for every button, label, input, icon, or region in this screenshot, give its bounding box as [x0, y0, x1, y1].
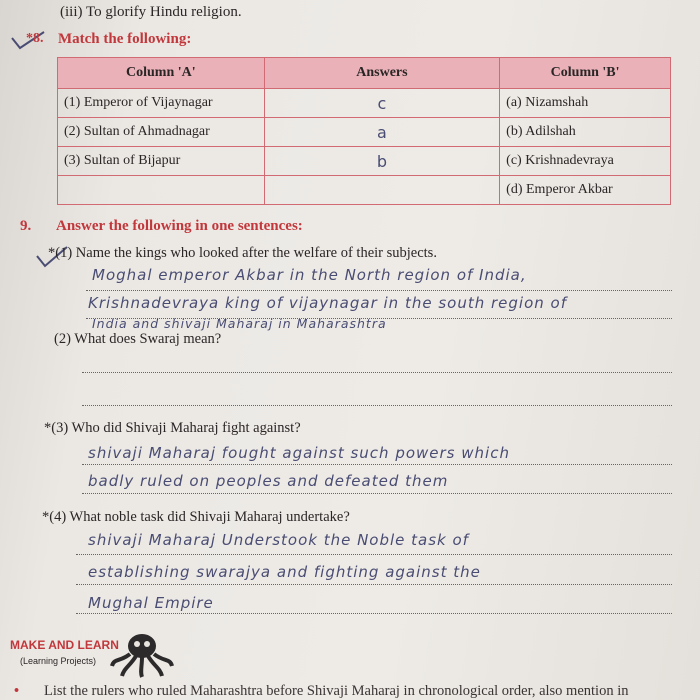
column-b-cell: (b) Adilshah: [500, 118, 671, 147]
column-a-cell: (3) Sultan of Bijapur: [58, 147, 265, 176]
answer-cell[interactable]: c: [264, 89, 500, 118]
answer-cell[interactable]: a: [264, 118, 500, 147]
column-b-cell: (d) Emperor Akbar: [500, 176, 671, 205]
handwritten-answer-line: establishing swarajya and fighting against the: [88, 563, 481, 581]
answer-rule: [82, 464, 672, 465]
handwritten-answer-line: India and shivaji Maharaj in Maharashtra: [92, 316, 387, 331]
question-9-item-1: *(1) Name the kings who looked after the welfare of their subjects.: [48, 245, 437, 261]
match-table: [57, 57, 671, 205]
question-9-item-4: *(4) What noble task did Shivaji Maharaj undertake?: [42, 509, 350, 525]
handwritten-answer-line: Krishnadevraya king of vijaynagar in the south region of: [88, 294, 567, 312]
make-and-learn-subtitle: (Learning Projects): [20, 656, 97, 666]
table-row: [58, 176, 671, 205]
table-row: [58, 89, 671, 118]
column-b-cell: (c) Krishnadevraya: [500, 147, 671, 176]
column-a-cell: (2) Sultan of Ahmadnagar: [58, 118, 265, 147]
answer-cell[interactable]: [264, 176, 500, 205]
answer-rule: [76, 554, 672, 555]
handwritten-answer-line: shivaji Maharaj Understook the Noble task of: [88, 531, 469, 549]
question-8-mark: *8.: [26, 31, 44, 46]
header-column-a: Column 'A': [58, 58, 265, 89]
question-9-item-3: *(3) Who did Shivaji Maharaj fight against?: [44, 420, 301, 436]
answer-rule[interactable]: [82, 405, 672, 406]
answer-rule[interactable]: [82, 372, 672, 373]
answer-rule: [82, 493, 672, 494]
previous-item-iii: (iii) To glorify Hindu religion.: [60, 4, 242, 20]
match-table-header: [58, 58, 671, 89]
question-9-number: 9.: [20, 218, 32, 234]
table-row: [58, 147, 671, 176]
question-9-item-2: (2) What does Swaraj mean?: [54, 331, 222, 347]
handwritten-answer-line: Moghal emperor Akbar in the North region of India,: [92, 266, 527, 284]
make-and-learn-title: MAKE AND LEARN: [10, 638, 119, 652]
answer-rule: [76, 584, 672, 585]
header-answers: Answers: [264, 58, 500, 89]
table-row: [58, 118, 671, 147]
column-a-cell: [58, 176, 265, 205]
answer-rule: [76, 613, 672, 614]
handwritten-answer-line: badly ruled on peoples and defeated them: [88, 472, 449, 490]
handwritten-answer-line: Mughal Empire: [88, 594, 214, 612]
footer-bullet: •: [14, 683, 20, 699]
answer-cell[interactable]: b: [264, 147, 500, 176]
question-9-title: Answer the following in one sentences:: [56, 218, 303, 234]
answer-rule: [86, 290, 672, 291]
column-b-cell: (a) Nizamshah: [500, 89, 671, 118]
octopus-icon: [110, 632, 174, 678]
question-8-title: Match the following:: [58, 31, 192, 47]
handwritten-answer-line: shivaji Maharaj fought against such powers which: [88, 444, 510, 462]
footer-project-text: List the rulers who ruled Maharashtra before Shivaji Maharaj in chronological order, also mention in: [44, 683, 629, 699]
header-column-b: Column 'B': [500, 58, 671, 89]
column-a-cell: (1) Emperor of Vijaynagar: [58, 89, 265, 118]
